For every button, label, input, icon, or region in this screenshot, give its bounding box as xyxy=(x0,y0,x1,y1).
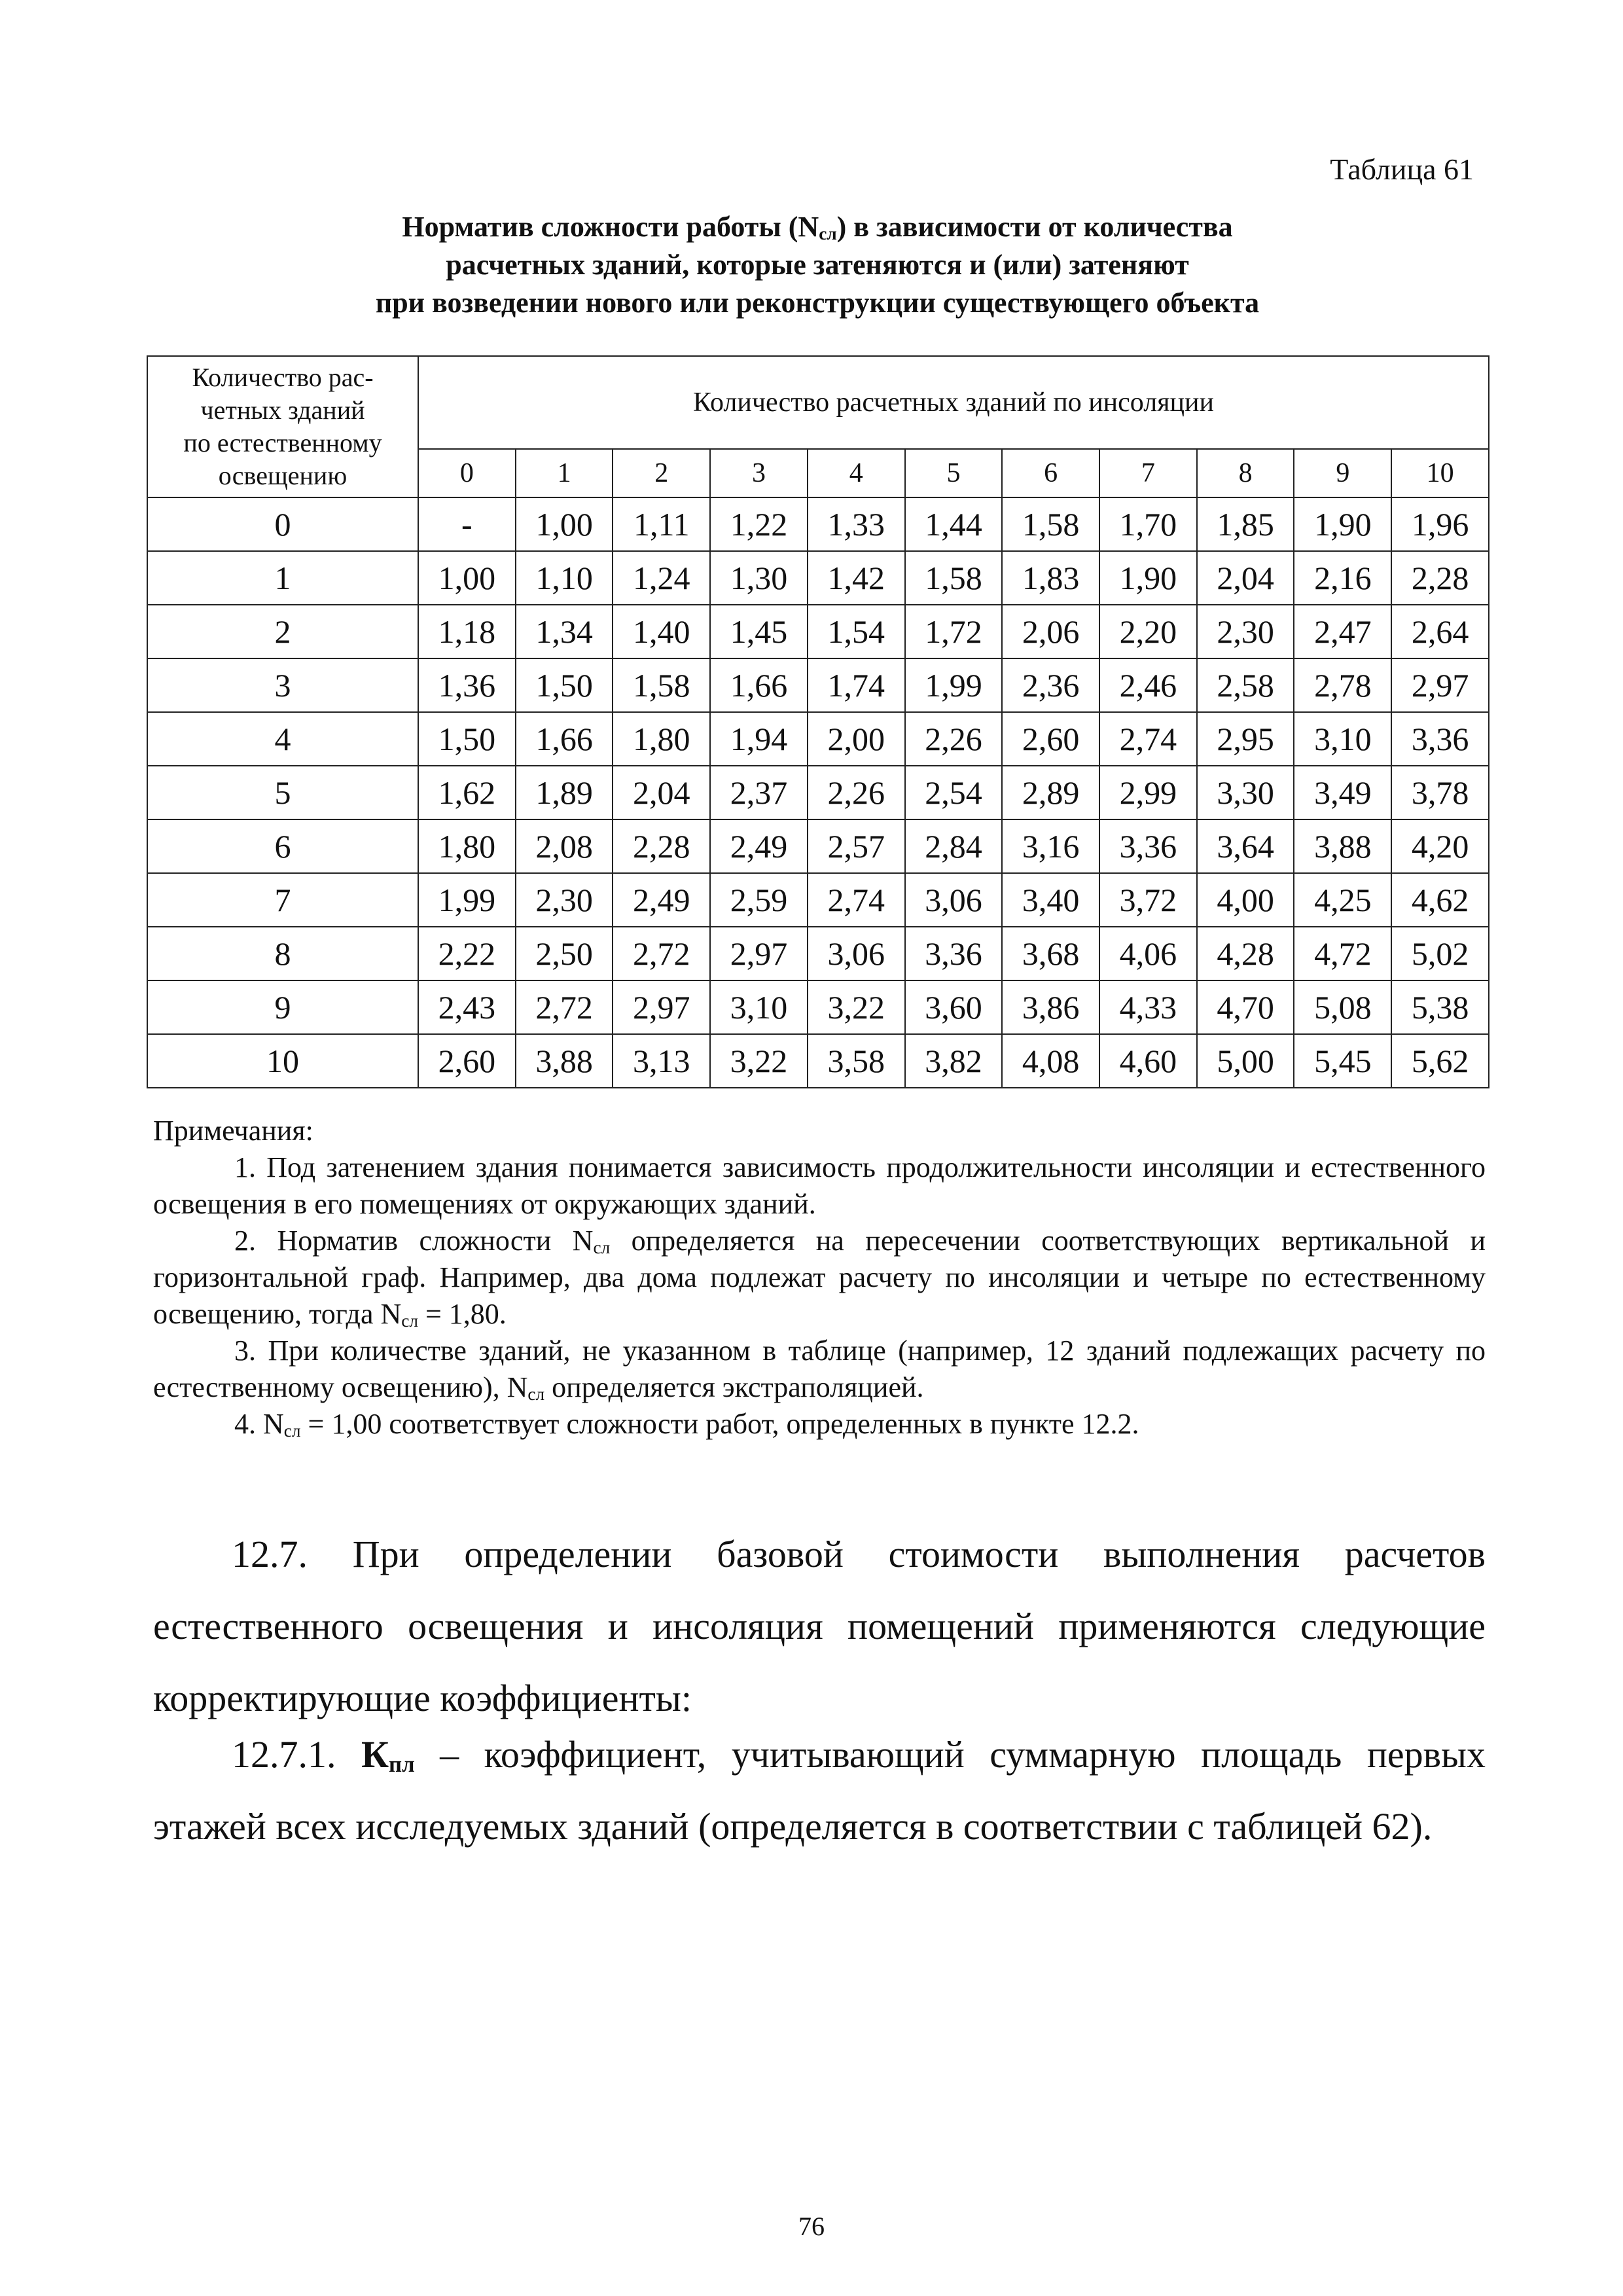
table-cell: 3,49 xyxy=(1294,766,1391,819)
paragraph-12-7: 12.7. При определении базовой стоимости выполнения расчетов естественного освещения и инсоляция помещений применяются следующие корректирующие коэффициенты: xyxy=(153,1533,1486,1719)
title-line-2: расчетных зданий, которые затеняются и (или) затеняют xyxy=(446,249,1189,281)
table-cell: 2,26 xyxy=(808,766,905,819)
table-cell: 3,36 xyxy=(1391,712,1489,766)
table-row xyxy=(147,766,1489,819)
table-cell: 1,11 xyxy=(613,497,710,551)
table-cell: 2,49 xyxy=(710,819,808,873)
notes-section xyxy=(153,1113,1486,1443)
table-cell: 2,58 xyxy=(1197,658,1294,712)
note-1: 1. Под затенением здания понимается зависимость продолжительности инсоляции и естественного освещения в его помещениях от окружающих зданий. xyxy=(153,1151,1486,1220)
table-cell: 4,00 xyxy=(1197,873,1294,927)
table-cell: 2,36 xyxy=(1002,658,1099,712)
table-row xyxy=(147,658,1489,712)
column-header-cell: 1 xyxy=(516,449,613,497)
column-header-cell: 3 xyxy=(710,449,808,497)
table-cell: 2,37 xyxy=(710,766,808,819)
table-cell: 2,20 xyxy=(1099,605,1197,658)
table-cell: 1,66 xyxy=(710,658,808,712)
table-cell: 1,58 xyxy=(905,551,1003,605)
table-cell: 3,30 xyxy=(1197,766,1294,819)
table-cell: 2,74 xyxy=(808,873,905,927)
table-cell: 3,88 xyxy=(516,1034,613,1088)
table-cell: 4,20 xyxy=(1391,819,1489,873)
header-row xyxy=(147,356,1489,449)
table-cell: 1,33 xyxy=(808,497,905,551)
table-cell: 2,28 xyxy=(1391,551,1489,605)
table-cell: 2,64 xyxy=(1391,605,1489,658)
table-cell: 1,94 xyxy=(710,712,808,766)
table-row xyxy=(147,712,1489,766)
table-cell: 1,18 xyxy=(418,605,516,658)
table-row xyxy=(147,819,1489,873)
column-header-cell: 7 xyxy=(1099,449,1197,497)
table-cell: 5,02 xyxy=(1391,927,1489,980)
column-header-cell: 9 xyxy=(1294,449,1391,497)
table-cell: 1,00 xyxy=(418,551,516,605)
table-cell: 3,68 xyxy=(1002,927,1099,980)
table-cell: 1,30 xyxy=(710,551,808,605)
note-4: 4. $N_{сл} = 1,00$ соответствует сложности работ, определенных в пункте 12.2. xyxy=(234,1408,1139,1441)
table-cell: 4,25 xyxy=(1294,873,1391,927)
table-row xyxy=(147,551,1489,605)
table-cell: 1,99 xyxy=(418,873,516,927)
row-label-cell: 6 xyxy=(147,819,418,873)
table-cell: 2,04 xyxy=(1197,551,1294,605)
table-cell: 3,88 xyxy=(1294,819,1391,873)
table-cell: 2,30 xyxy=(516,873,613,927)
table-row xyxy=(147,980,1489,1034)
column-header-cell: 10 xyxy=(1391,449,1489,497)
corner-header-cell: Количество рас- четных зданий по естественному освещению xyxy=(147,356,418,497)
table-cell: 2,08 xyxy=(516,819,613,873)
table-cell: 4,70 xyxy=(1197,980,1294,1034)
table-cell: 1,58 xyxy=(613,658,710,712)
table-cell: 1,90 xyxy=(1294,497,1391,551)
table-row xyxy=(147,873,1489,927)
table-cell: 2,43 xyxy=(418,980,516,1034)
title-line-1: Норматив сложности работы $(N_{сл})$ в зависимости от количества xyxy=(402,211,1233,243)
table-cell: 4,62 xyxy=(1391,873,1489,927)
row-label-cell: 0 xyxy=(147,497,418,551)
table-cell: 3,16 xyxy=(1002,819,1099,873)
table-cell: 2,22 xyxy=(418,927,516,980)
table-cell: 1,45 xyxy=(710,605,808,658)
table-cell: 2,72 xyxy=(516,980,613,1034)
notes-title: Примечания: xyxy=(153,1115,313,1147)
table-cell: 1,83 xyxy=(1002,551,1099,605)
table-cell: 2,16 xyxy=(1294,551,1391,605)
column-header-cell: 2 xyxy=(613,449,710,497)
table-cell: 3,06 xyxy=(905,873,1003,927)
table-cell: 2,72 xyxy=(613,927,710,980)
table-cell: 2,99 xyxy=(1099,766,1197,819)
table-cell: 2,95 xyxy=(1197,712,1294,766)
table-cell: 2,89 xyxy=(1002,766,1099,819)
row-label-cell: 8 xyxy=(147,927,418,980)
table-cell: 3,10 xyxy=(710,980,808,1034)
table-cell: 1,54 xyxy=(808,605,905,658)
table-cell: 2,50 xyxy=(516,927,613,980)
row-label-cell: 4 xyxy=(147,712,418,766)
table-cell: 1,34 xyxy=(516,605,613,658)
table-cell: 3,64 xyxy=(1197,819,1294,873)
table-cell: 1,74 xyxy=(808,658,905,712)
column-header-cell: 4 xyxy=(808,449,905,497)
table-cell: 3,78 xyxy=(1391,766,1489,819)
row-label-cell: 1 xyxy=(147,551,418,605)
paragraph-12-7-1: 12.7.1. $К_{пл}$ – коэффициент, учитывающий суммарную площадь первых этажей всех исследуемых зданий (определяется в соответствии с таблицей 62). xyxy=(153,1733,1486,1848)
table-label: Таблица 61 xyxy=(1330,152,1474,186)
table-cell: 2,60 xyxy=(418,1034,516,1088)
table-cell: 5,38 xyxy=(1391,980,1489,1034)
table-cell: 3,10 xyxy=(1294,712,1391,766)
note-3: 3. При количестве зданий, не указанном в таблице (например, 12 зданий подлежащих расчету по естественному освещению), $N_{сл}$ определяется экстраполяцией. xyxy=(153,1335,1486,1404)
table-cell: 5,62 xyxy=(1391,1034,1489,1088)
table-cell: 1,85 xyxy=(1197,497,1294,551)
table-cell: 5,08 xyxy=(1294,980,1391,1034)
table-row xyxy=(147,605,1489,658)
table-cell: 3,06 xyxy=(808,927,905,980)
table-cell: 1,96 xyxy=(1391,497,1489,551)
table-cell: 4,72 xyxy=(1294,927,1391,980)
table-cell: 1,40 xyxy=(613,605,710,658)
table-cell: 2,00 xyxy=(808,712,905,766)
table-cell: 1,66 xyxy=(516,712,613,766)
table-cell: 2,26 xyxy=(905,712,1003,766)
table-cell: 1,50 xyxy=(516,658,613,712)
table-cell: 2,28 xyxy=(613,819,710,873)
table-cell: 2,74 xyxy=(1099,712,1197,766)
table-cell: 4,60 xyxy=(1099,1034,1197,1088)
page-number: 76 xyxy=(798,2212,825,2241)
table-cell: 2,30 xyxy=(1197,605,1294,658)
table-cell: 3,72 xyxy=(1099,873,1197,927)
title-line-3: при возведении нового или реконструкции существующего объекта xyxy=(375,287,1260,319)
table-cell: 2,97 xyxy=(613,980,710,1034)
column-header-cell: 5 xyxy=(905,449,1003,497)
table-cell: 2,46 xyxy=(1099,658,1197,712)
table-cell: 1,99 xyxy=(905,658,1003,712)
table-cell: 1,80 xyxy=(613,712,710,766)
table-cell: 1,50 xyxy=(418,712,516,766)
table-cell: 2,60 xyxy=(1002,712,1099,766)
table-cell: 1,70 xyxy=(1099,497,1197,551)
row-label-cell: 10 xyxy=(147,1034,418,1088)
table-cell: 2,47 xyxy=(1294,605,1391,658)
table-cell: 1,00 xyxy=(516,497,613,551)
table-cell: 1,80 xyxy=(418,819,516,873)
table-cell: 5,45 xyxy=(1294,1034,1391,1088)
table-cell: 3,40 xyxy=(1002,873,1099,927)
table-cell: - xyxy=(418,497,516,551)
table-row xyxy=(147,497,1489,551)
table-cell: 2,84 xyxy=(905,819,1003,873)
row-label-cell: 3 xyxy=(147,658,418,712)
column-header-cell: 8 xyxy=(1197,449,1294,497)
table-cell: 2,78 xyxy=(1294,658,1391,712)
table-cell: 4,08 xyxy=(1002,1034,1099,1088)
table-cell: 1,89 xyxy=(516,766,613,819)
row-label-cell: 5 xyxy=(147,766,418,819)
table-cell: 3,22 xyxy=(710,1034,808,1088)
table-cell: 1,10 xyxy=(516,551,613,605)
table-cell: 3,36 xyxy=(905,927,1003,980)
table-cell: 3,22 xyxy=(808,980,905,1034)
table-cell: 1,72 xyxy=(905,605,1003,658)
table-cell: 3,82 xyxy=(905,1034,1003,1088)
table-cell: 1,42 xyxy=(808,551,905,605)
table-cell: 1,36 xyxy=(418,658,516,712)
row-label-cell: 7 xyxy=(147,873,418,927)
table-cell: 1,62 xyxy=(418,766,516,819)
table-cell: 3,13 xyxy=(613,1034,710,1088)
table-cell: 2,06 xyxy=(1002,605,1099,658)
table-cell: 2,97 xyxy=(710,927,808,980)
table-cell: 2,54 xyxy=(905,766,1003,819)
complexity-table xyxy=(147,355,1489,1088)
column-header-cell: 0 xyxy=(418,449,516,497)
row-label-cell: 9 xyxy=(147,980,418,1034)
table-cell: 2,57 xyxy=(808,819,905,873)
table-cell: 2,59 xyxy=(710,873,808,927)
table-row xyxy=(147,1034,1489,1088)
insolation-header: Количество расчетных зданий по инсоляции xyxy=(418,356,1489,449)
table-cell: 1,44 xyxy=(905,497,1003,551)
table-cell: 4,28 xyxy=(1197,927,1294,980)
table-cell: 3,86 xyxy=(1002,980,1099,1034)
table-cell: 3,58 xyxy=(808,1034,905,1088)
table-cell: 1,90 xyxy=(1099,551,1197,605)
table-row xyxy=(147,927,1489,980)
coefficient-symbol: $К_{пл}$ xyxy=(361,1733,415,1777)
table-cell: 2,04 xyxy=(613,766,710,819)
table-cell: 2,97 xyxy=(1391,658,1489,712)
note-2: 2. Норматив сложности $N_{сл}$ определяется на пересечении соответствующих вертикальной и горизонтальной граф. Например, два дома подлежат расчету по инсоляции и четыре по естественному освещению, тогда $N_{сл} = 1,80$. xyxy=(153,1225,1486,1331)
table-cell: 1,24 xyxy=(613,551,710,605)
table-cell: 1,58 xyxy=(1002,497,1099,551)
table-cell: 4,33 xyxy=(1099,980,1197,1034)
table-cell: 4,06 xyxy=(1099,927,1197,980)
table-title xyxy=(147,208,1488,322)
table-cell: 3,60 xyxy=(905,980,1003,1034)
table-cell: 3,36 xyxy=(1099,819,1197,873)
table-cell: 5,00 xyxy=(1197,1034,1294,1088)
row-label-cell: 2 xyxy=(147,605,418,658)
column-header-cell: 6 xyxy=(1002,449,1099,497)
table-cell: 2,49 xyxy=(613,873,710,927)
table-cell: 1,22 xyxy=(710,497,808,551)
